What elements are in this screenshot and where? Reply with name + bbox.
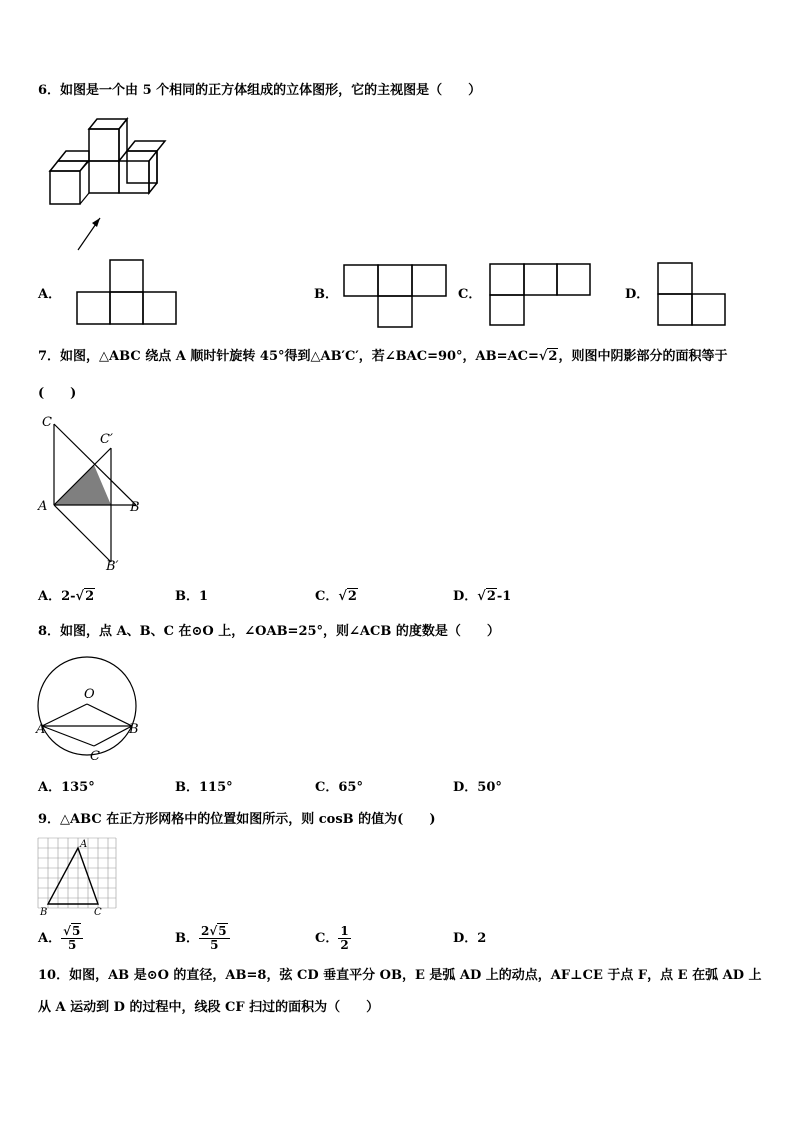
q7-option-c [315,589,358,605]
q8-label-c: C [90,749,100,764]
q8-option-c-label: C． [315,780,339,795]
q9-option-c-fraction: $\frac{1}{2}$ [340,924,349,952]
q6-text: 6．如图是一个由 5 个相同的正方体组成的立体图形，它的主视图是（ ） [38,83,482,98]
q7-paren: ( ) [38,386,77,401]
q8-circle [38,657,136,755]
q6-option-c-label: C． [458,287,482,302]
q8-option-b-label: B． [175,780,199,795]
q8-option-c-text: 65° [338,780,363,795]
q6-option-b-figure [343,263,449,331]
q6-option-d-figure [656,261,729,329]
sqrt-icon: √ [63,924,71,938]
q8-option-c [315,780,363,796]
q8-option-a [38,780,95,796]
q8-option-b [175,780,233,796]
q10-line2: 从 A 运动到 D 的过程中，线段 CF 扫过的面积为（ ） [38,1000,380,1015]
q7-option-a [38,589,95,605]
q6-cube-front-right [119,161,149,193]
q6-option-a-label: A． [38,287,62,302]
q6-cube-front-left [50,171,80,204]
q9-option-d-label: D． [453,931,478,946]
q10-line1: 10．如图，AB 是⊙O 的直径，AB=8，弦 CD 垂直平分 OB，E 是弧 AD 上的动点，AF⊥CE 于点 F，点 E 在弧 AD 上 [38,968,762,983]
q9-triangle [48,848,98,904]
q7-option-c-label: C． [315,589,339,604]
q7-label-c: C [42,415,52,430]
q7-option-c-radicand: 2 [347,589,357,604]
q9-option-a-label: A． [38,931,62,946]
q7-option-b-label: B． [175,589,199,604]
q7-option-a-text: 2- [61,589,76,604]
q9-label-b: B [40,907,48,918]
q7-label-c-prime: C′ [100,432,113,447]
q8-circle-figure [34,654,144,766]
q8-label-o: O [84,687,95,702]
q9-option-b-fraction: $\frac{2√5}{5}$ [199,925,230,952]
q7-sqrt2 [539,348,559,364]
q8-option-d-text: 50° [477,780,502,795]
q7-label-a: A [38,499,48,514]
q7-option-d-text: -1 [496,589,512,604]
q7-text-after: ，则图中阴影部分的面积等于 [558,349,728,364]
q7-option-b [175,589,208,605]
q6-option-b-label: B． [314,287,338,302]
q6-option-a-figure [76,258,180,328]
q9-option-c-label: C． [315,931,339,946]
sqrt-icon: √ [538,349,548,364]
q8-label-b: B [129,722,139,737]
q6-cube-front-mid [89,161,119,193]
q7-radicand: 2 [548,349,558,364]
q9-option-c [315,922,351,956]
q8-option-a-label: A． [38,780,62,795]
q9-option-b-label: B． [175,931,199,946]
q9-option-d-text: 2 [477,931,487,946]
q8-option-b-text: 115° [199,780,233,795]
q7-option-b-text: 1 [199,589,209,604]
q9-label-a: A [80,839,88,850]
q9-option-a-fraction: $\frac{√5}{5}$ [61,925,83,952]
q7-text-before: 7．如图，△ABC 绕点 A 顺时针旋转 45°得到△AB′C′，若∠BAC=90°，AB=AC= [38,349,539,364]
q7-option-a-label: A． [38,589,62,604]
q6-option-d-label: D． [625,287,650,302]
sqrt-icon: √ [209,924,218,938]
sqrt-icon: √ [338,589,347,604]
q7-option-d [453,589,511,605]
q7-figure [36,412,156,572]
sqrt-icon: √ [75,589,85,604]
sqrt-icon: √ [477,589,486,604]
q9-grid-figure [36,836,120,918]
q7-shaded-region [54,465,111,505]
q8-option-a-text: 135° [61,780,95,795]
q8-option-d [453,780,502,796]
q7-option-d-label: D． [453,589,478,604]
q7-label-b: B [130,500,140,515]
q7-option-a-radicand: 2 [85,589,95,604]
q9-label-c: C [94,907,102,918]
q9-option-a [38,922,83,956]
q9-text: 9．△ABC 在正方形网格中的位置如图所示，则 cosB 的值为( ) [38,812,436,827]
q8-option-d-label: D． [453,780,478,795]
q8-text: 8．如图，点 A、B、C 在⊙O 上，∠OAB=25°，则∠ACB 的度数是（ ） [38,624,500,639]
q6-option-c-figure [489,262,593,328]
q6-cube-figure [44,116,164,256]
q8-label-a: A [36,722,46,737]
q7-text [38,349,727,365]
q9-option-b [175,922,230,956]
q7-label-b-prime: B′ [106,559,119,574]
q6-cube-top [89,129,119,161]
q7-option-d-radicand: 2 [486,589,496,604]
q9-option-d [453,931,486,947]
